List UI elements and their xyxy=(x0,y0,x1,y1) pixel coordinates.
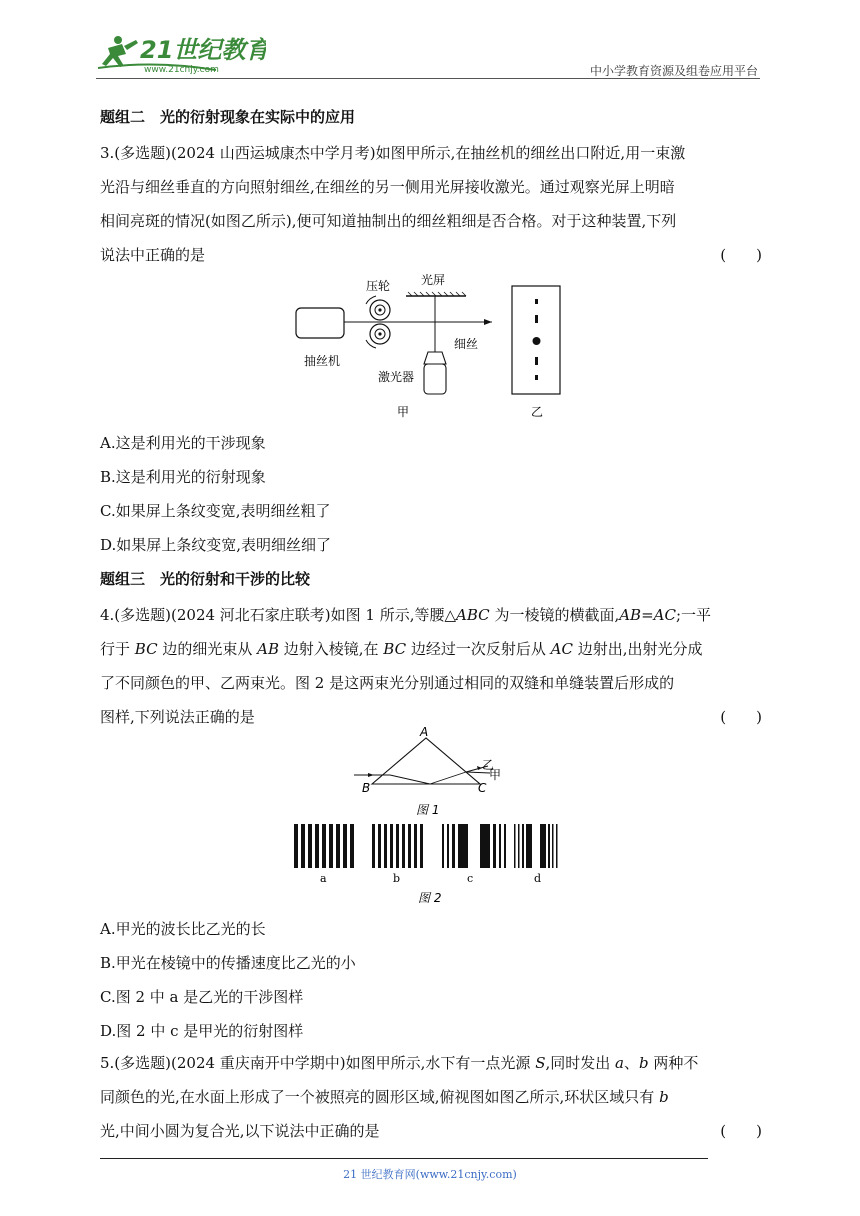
q3-line: 光沿与细丝垂直的方向照射细丝,在细丝的另一侧用光屏接收激光。通过观察光屏上明暗 xyxy=(100,178,675,196)
central-bright-spot xyxy=(533,337,541,345)
q4-option-b[interactable]: B.甲光在棱镜中的传播速度比乙光的小 xyxy=(100,954,356,972)
section-heading-3: 题组三 光的衍射和干涉的比较 xyxy=(100,570,311,588)
vertex-c: C xyxy=(478,781,487,795)
q5-line: 光,中间小圆为复合光,以下说法中正确的是 xyxy=(100,1122,380,1140)
header-platform-text: 中小学教育资源及组卷应用平台 xyxy=(589,64,758,78)
question-5-text xyxy=(100,1046,762,1148)
q3-option-c[interactable]: C.如果屏上条纹变宽,表明细丝粗了 xyxy=(100,502,331,520)
q3-option-b[interactable]: B.这是利用光的衍射现象 xyxy=(100,468,266,486)
label-roller: 压轮 xyxy=(366,279,391,293)
logo-url: www.21cnjy.com xyxy=(144,65,219,75)
figure1-caption: 图 1 xyxy=(416,803,440,817)
q5-line: 5.(多选题)(2024 重庆南开中学期中)如图甲所示,水下有一点光源 S,同时发出 a、b 两种不 xyxy=(100,1054,699,1072)
q3-figure xyxy=(280,268,580,424)
label-laser: 激光器 xyxy=(378,370,415,384)
q5-line: 同颜色的光,在水面上形成了一个被照亮的圆形区域,俯视图如图乙所示,环状区域只有 b xyxy=(100,1088,669,1106)
caption-jia: 甲 xyxy=(397,405,410,419)
laser-body xyxy=(424,364,446,394)
logo-text: 21世纪教育 xyxy=(140,36,266,64)
beam-yi: 乙 xyxy=(482,758,495,772)
question-3-text xyxy=(100,136,762,272)
answer-bracket: ( ) xyxy=(720,246,762,264)
q4-option-a[interactable]: A.甲光的波长比乙光的长 xyxy=(100,920,266,938)
label-screen: 光屏 xyxy=(421,273,446,287)
header-divider xyxy=(96,78,760,79)
laser-head xyxy=(424,352,446,364)
q4-option-c[interactable]: C.图 2 中 a 是乙光的干涉图样 xyxy=(100,988,304,1006)
pattern-b xyxy=(372,824,423,868)
figure2-caption: 图 2 xyxy=(418,891,442,905)
site-logo xyxy=(96,30,266,80)
label-b: b xyxy=(393,872,401,885)
q4-line: 了不同颜色的甲、乙两束光。图 2 是这两束光分别通过相同的双缝和单缝装置后形成的 xyxy=(100,674,675,692)
q3-line: 说法中正确的是 xyxy=(100,246,206,264)
label-c: c xyxy=(467,872,474,885)
prism-figure xyxy=(350,726,510,822)
label-a: a xyxy=(320,872,327,885)
caption-yi: 乙 xyxy=(531,405,544,419)
beam-jia: 甲 xyxy=(489,768,502,782)
q3-line: 3.(多选题)(2024 山西运城康杰中学月考)如图甲所示,在抽丝机的细丝出口附近,用一束激 xyxy=(100,144,686,162)
vertex-a: A xyxy=(420,726,429,739)
question-4-text xyxy=(100,598,762,734)
q3-option-d[interactable]: D.如果屏上条纹变宽,表明细丝细了 xyxy=(100,536,332,554)
q3-line: 相间亮斑的情况(如图乙所示),便可知道抽制出的细丝粗细是否合格。对于这种装置,下列 xyxy=(100,212,677,230)
q4-line: 图样,下列说法正确的是 xyxy=(100,708,255,726)
label-wire: 细丝 xyxy=(454,337,479,351)
prism-triangle xyxy=(372,738,480,784)
pattern-d xyxy=(514,824,558,868)
section-heading-2: 题组二 光的衍射现象在实际中的应用 xyxy=(100,108,356,126)
label-d: d xyxy=(534,872,542,885)
answer-bracket: ( ) xyxy=(720,708,762,726)
q4-line: 行于 BC 边的细光束从 AB 边射入棱镜,在 BC 边经过一次反射后从 AC 边射出,出射光分成 xyxy=(100,640,703,658)
pattern-a xyxy=(294,824,354,868)
fringe-figure xyxy=(290,820,570,910)
label-machine: 抽丝机 xyxy=(304,354,341,368)
q3-option-a[interactable]: A.这是利用光的干涉现象 xyxy=(100,434,266,452)
footer-divider xyxy=(100,1158,708,1159)
vertex-b: B xyxy=(362,781,371,795)
pattern-c xyxy=(442,824,506,868)
wire-machine-box xyxy=(296,308,344,338)
answer-bracket: ( ) xyxy=(720,1122,762,1140)
q4-option-d[interactable]: D.图 2 中 c 是甲光的衍射图样 xyxy=(100,1022,304,1040)
footer-link[interactable]: 21 世纪教育网(www.21cnjy.com) xyxy=(343,1168,517,1181)
q4-line: 4.(多选题)(2024 河北石家庄联考)如图 1 所示,等腰△ABC 为一棱镜的横截面,AB=AC;一平 xyxy=(100,606,712,624)
